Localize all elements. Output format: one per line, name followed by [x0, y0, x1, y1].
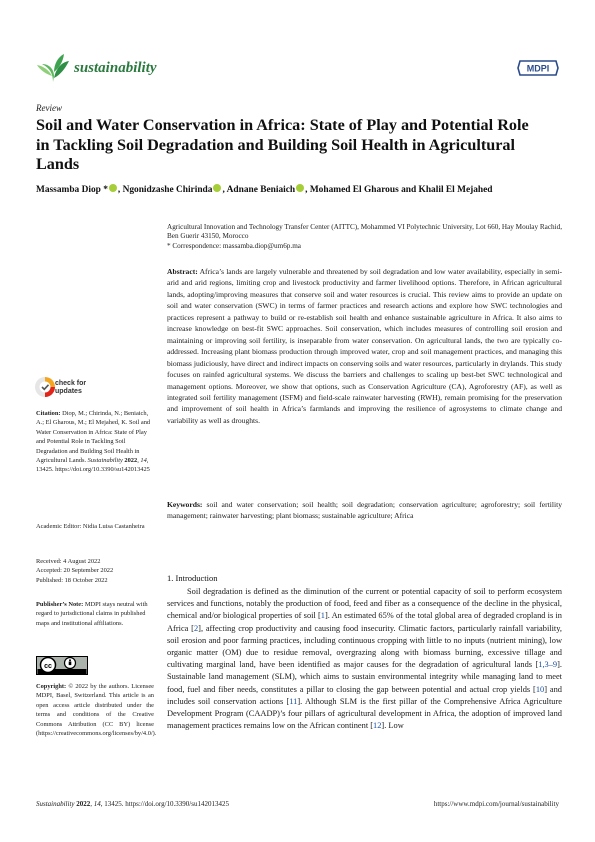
author-name[interactable]: Ngonidzashe Chirinda	[122, 185, 213, 195]
reference-link[interactable]: 10	[535, 684, 545, 694]
orcid-icon[interactable]	[213, 184, 221, 192]
introduction-paragraph	[167, 586, 562, 732]
abstract-text: Africa’s lands are largely vulnerable and threatened by soil degradation and low water availability, especially in semi-arid and arid regions, limiting crop and livestock productivity and farmer livelihood options. Therefore, in African agricultural lands, adopting/improving measures that conserve soil and water resources is crucial. This review aims to provide an update on soil and water conservation (SWC) in terms of farmer practices and research actions and explore how SWC technologies and practices represent a pathway to build or re-establish soil health and enhance sustainable agriculture in Africa. It also aims to increase knowledge on best-fit SWC approaches. Soil conservation, which includes measures of controlling soil erosion and maintaining or improving soil fertility, is inseparable from water conservation. On agricultural lands, the two are typically co-addressed. Increasing plant biomass production through improved water, crop and soil management practices, and managing this biomass judiciously, have direct and indirect impacts on conserving soils and water resources, particularly in drylands. This study focuses on rainfed agricultural systems. We discuss the barriers and challenges to scaling up best-bet SWC technological and management options. Moreover, we show that options, such as Conservation Agriculture (CA), Agroforestry (AF), as well as integrated soil fertility management (ISFM) and field-scale rainwater harvesting (RWH), remain promising for the preservation and improvement of soil health in Africa’s farmlands and improving the resilience of agrosystems to climate change and variability as well as droughts.	[167, 267, 562, 425]
keywords	[167, 499, 562, 522]
intro-text: ]. An estimated 65% of the total global area of degraded cropland is in Africa [	[167, 611, 562, 633]
footer-journal: Sustainability	[36, 800, 75, 808]
svg-text:cc: cc	[44, 662, 52, 670]
article-dates	[36, 557, 154, 585]
journal-name: sustainability	[74, 60, 157, 76]
citation-label: Citation:	[36, 410, 61, 417]
citation-volume: , 14	[137, 457, 147, 465]
reference-link[interactable]: 11	[289, 696, 298, 706]
publisher-logo-text: MDPI	[526, 63, 550, 74]
author-name[interactable]: Massamba Diop	[36, 185, 101, 195]
publisher-note	[36, 600, 154, 628]
article-title: Soil and Water Conservation in Africa: State of Play and Potential Role in Tackling Soil Degradation and Building Soil Health in Agricultural Lands	[36, 116, 529, 173]
keywords-text: soil and water conservation; soil health; soil degradation; conservation agriculture; agroforestry; soil fertility management; rainwater harvesting; plant biomass; sustainable agriculture; Africa	[167, 500, 562, 521]
author-list	[36, 184, 566, 195]
abstract	[167, 266, 562, 426]
orcid-icon[interactable]	[296, 184, 304, 192]
footer-citation	[36, 800, 229, 808]
check-for-updates-line2: updates	[55, 387, 82, 395]
citation-text: Diop, M.; Chirinda, N.; Beniaich, A.; El Gharous, M.; El Mejahed, K. Soil and Water Conservation in Africa: State of Play and Potential Role in Tackling Soil Degradation and Building Soil Health in Agricultural Lands.	[36, 410, 151, 465]
citation-year: 2022	[122, 457, 138, 465]
intro-text: ]. Although SLM is the first pillar of the Comprehensive Africa Agriculture Development Program (CAADP)’s four pillars of agricultural development in Africa, the adoption of improved land management practices remains low on the African continent [	[167, 696, 562, 731]
author-separator: ,	[222, 185, 227, 195]
intro-text: ] and includes soil conservation actions [	[167, 684, 562, 706]
intro-text: ]. Sustainable land management (SLM), which aims to sustain environmental integrity while managing land to meet food, fuel and fiber needs, constitutes a pillar to closing the gap between potential and actual crop yields [	[167, 660, 562, 694]
reference-link[interactable]: 12	[373, 721, 382, 731]
author-name[interactable]: Adnane Beniaich	[226, 185, 296, 195]
intro-text: ], affecting crop productivity and causing food insecurity. Climatic factors, particularly rainfall variability, soil erosion and poor farming practices, including continuous cropping with little to no inputs (nutrient mining), low organic matter (OM) due to residue removal, overgrazing along with biomass burning, excessive tillage and cultivating marginal land, have been identified as major causes for the degradation of agricultural lands [	[167, 623, 562, 670]
reference-link[interactable]: 2	[193, 623, 199, 633]
article-type: Review	[36, 103, 62, 113]
academic-editor: Academic Editor: Nidia Luisa Castanheira	[36, 523, 145, 530]
footer-volume: , 14	[90, 800, 101, 808]
check-for-updates-line1: check for	[55, 380, 87, 387]
citation-doi[interactable]: , 13425. https://doi.org/10.3390/su142013425	[36, 457, 150, 474]
abstract-label: Abstract:	[167, 267, 198, 276]
reference-link[interactable]: 1	[320, 611, 325, 621]
copyright-text: © 2022 by the authors. Licensee MDPI, Basel, Switzerland. This article is an open access article distributed under the terms and conditions of the Creative Commons Attribution (CC BY) license (https://creativecommons.org/licenses/by/4.0/).	[36, 683, 157, 738]
orcid-icon[interactable]	[109, 184, 117, 192]
date-published: Published: 18 October 2022	[36, 576, 108, 584]
mdpi-logo-icon	[516, 58, 560, 78]
date-accepted: Accepted: 20 September 2022	[36, 567, 114, 575]
author-separator: ,	[117, 185, 123, 195]
section-heading-introduction: 1. Introduction	[167, 573, 218, 583]
reference-link[interactable]: 1,3–9	[538, 660, 558, 670]
footer-doi[interactable]: , 13425. https://doi.org/10.3390/su142013425	[100, 800, 229, 808]
check-for-updates-icon	[34, 376, 56, 398]
copyright-label: Copyright:	[36, 683, 67, 690]
footer-year: 2022	[74, 800, 91, 808]
intro-text: Soil degradation is defined as the diminution of the current or potential capacity of soil to perform ecosystem services and functions, notably the production of food, feed and fiber as a consequence of the decline in the physical, chemical and/or biological properties of soil [	[167, 587, 562, 621]
author-name[interactable]: Mohamed El Gharous	[309, 185, 399, 195]
citation-journal: Sustainability	[87, 457, 123, 465]
check-for-updates-button[interactable]	[34, 376, 94, 400]
affiliation: Agricultural Innovation and Technology Transfer Center (AITTC), Mohammed VI Polytechnic University, Lot 660, Hay Moulay Rachid, Ben Guerir 43150, Morocco	[167, 223, 562, 241]
author-separator: ,	[305, 185, 310, 195]
author-separator: and	[398, 185, 419, 195]
author-name[interactable]: Khalil El Mejahed	[418, 185, 493, 195]
footer-journal-url[interactable]: https://www.mdpi.com/journal/sustainability	[433, 800, 559, 808]
publisher-note-text: MDPI stays neutral with regard to jurisdictional claims in published maps and institutional affiliations.	[36, 601, 148, 627]
copyright-notice	[36, 682, 157, 738]
journal-leaf-logo-icon	[36, 52, 70, 84]
correspondence: * Correspondence: massamba.diop@um6p.ma	[167, 242, 301, 250]
publisher-note-label: Publisher’s Note:	[36, 601, 84, 608]
date-received: Received: 4 August 2022	[36, 558, 101, 565]
keywords-label: Keywords:	[167, 500, 203, 509]
corresponding-author-mark: *	[100, 185, 108, 195]
cc-by-license-icon[interactable]	[36, 656, 88, 675]
citation	[36, 409, 154, 475]
intro-text: ]. Low	[381, 721, 404, 731]
